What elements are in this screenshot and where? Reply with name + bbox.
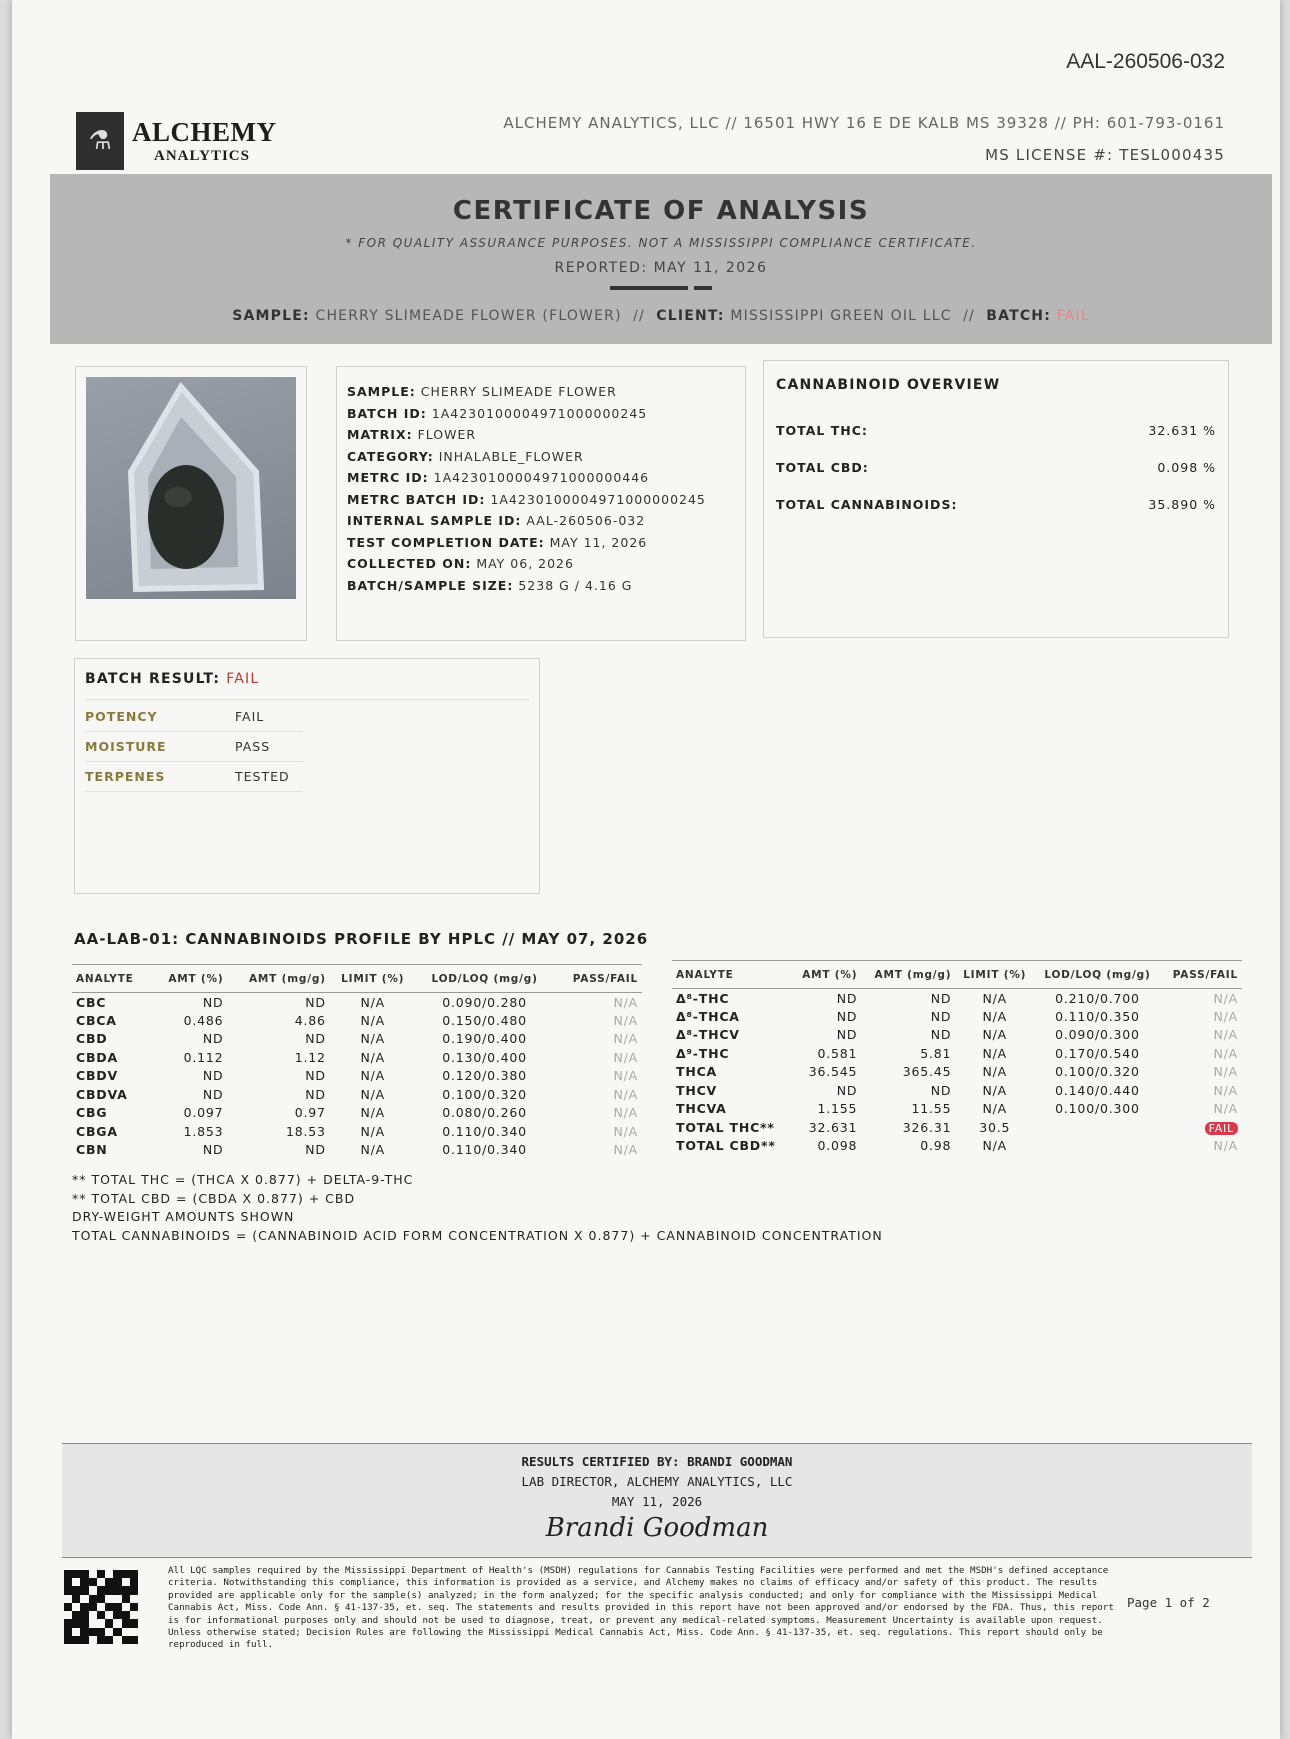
formula-note: ** TOTAL CBD = (CBDA X 0.877) + CBD [72,1190,356,1206]
pass-fail-value: N/A [1213,1064,1238,1080]
sample-info-label: METRC BATCH ID: [347,491,486,507]
sample-info-row [347,424,735,446]
sample-info-row [347,489,735,511]
sample-info-label: METRC ID: [347,470,429,485]
limit-percent: N/A [360,1049,385,1065]
pass-fail-value: N/A [1213,1082,1238,1098]
sample-info-value: 1A4230100004971000000245 [431,405,648,421]
column-header: PASS/FAIL [554,965,642,993]
analyte-name: TOTAL CBD** [676,1138,776,1154]
limit-percent: N/A [360,1105,385,1121]
sample-info-row [347,381,735,403]
logo-subname: ANALYTICS [154,148,250,164]
sample-info-label: CATEGORY: [347,448,434,464]
sample-info-value: INHALABLE_FLOWER [438,448,584,464]
certified-by: RESULTS CERTIFIED BY: BRANDI GOODMAN [521,1454,793,1469]
sample-info-row [347,532,735,554]
overview-title: CANNABINOID OVERVIEW [776,377,1001,393]
overview-value: 32.631 % [1148,423,1216,438]
amount-mg-g: ND [930,990,952,1006]
batch-result-value: FAIL [226,671,260,687]
lod-loq: 0.130/0.400 [442,1049,527,1065]
amount-mg-g: 326.31 [902,1119,952,1135]
sample-info-row [347,467,735,489]
sample-info-label: BATCH/SAMPLE SIZE: [347,577,514,593]
formula-note: TOTAL CANNABINOIDS = (CANNABINOID ACID FORM CONCENTRATION X 0.877) + CANNABINOID CONCENTRATION [72,1227,883,1243]
lod-loq: 0.090/0.300 [1055,1027,1140,1043]
certifier-title: LAB DIRECTOR, ALCHEMY ANALYTICS, LLC [521,1474,793,1489]
table-row [672,1100,1242,1119]
analyte-name: CBCA [76,1012,117,1028]
lod-loq: 0.080/0.260 [442,1105,527,1121]
overview-value: 35.890 % [1148,497,1216,512]
cannabinoid-table-left [72,964,642,1159]
analyte-name: CBDVA [76,1086,128,1102]
amount-mg-g: ND [930,1027,952,1043]
analyte-name: CBD [76,1031,108,1047]
overview-label: TOTAL THC: [776,423,868,438]
batch-result-row [85,732,303,762]
table-row [672,989,1242,1008]
table-row [72,1048,642,1067]
document-page [12,0,1280,1739]
page-title: CERTIFICATE OF ANALYSIS [452,196,870,226]
limit-percent: N/A [982,1101,1007,1117]
limit-percent: 30.5 [979,1119,1011,1135]
limit-percent: N/A [982,1082,1007,1098]
limit-percent: N/A [360,1012,385,1028]
column-header: AMT (%) [791,961,861,989]
sample-info-row [347,575,735,597]
table-row [72,1122,642,1141]
pass-fail [1161,1118,1242,1137]
pass-fail-value: N/A [1213,1045,1238,1061]
certification-block [62,1443,1252,1558]
amount-mg-g: 1.12 [294,1049,326,1065]
amount-mg-g: ND [305,994,326,1010]
pass-fail [554,1141,642,1160]
batch-test-status: TESTED [235,769,290,784]
sample-info-label: TEST COMPLETION DATE: [347,534,545,550]
batch-test-label: TERPENES [85,769,166,784]
amount-mg-g: 4.86 [294,1012,326,1028]
banner-client-value: MISSISSIPPI GREEN OIL LLC [730,308,952,324]
amount-mg-g: 5.81 [920,1045,952,1061]
lod-loq: 0.100/0.320 [1055,1064,1140,1080]
amount-mg-g: 11.55 [911,1101,952,1117]
table-row [72,1067,642,1086]
table-row [72,1104,642,1123]
amount-percent: ND [836,1008,858,1024]
analyte-name: Δ⁹-THC [676,1045,730,1061]
amount-percent: ND [836,1027,858,1043]
analyte-name: CBG [76,1105,108,1121]
document-sample-id: AAL-260506-032 [1066,50,1225,73]
sample-info-box [336,366,746,641]
banner-sample-label: SAMPLE: [232,308,310,324]
banner-batch-label: BATCH: [986,308,1052,324]
overview-row [776,460,1216,475]
table-row [672,1081,1242,1100]
pass-fail-value: N/A [1213,1027,1238,1043]
pass-fail [1161,1081,1242,1100]
pass-fail [554,1104,642,1123]
pass-fail-value: N/A [613,1142,638,1158]
pass-fail [554,993,642,1012]
sample-info-value: MAY 06, 2026 [476,556,574,571]
overview-label: TOTAL CANNABINOIDS: [776,497,958,512]
table-row [672,1137,1242,1156]
sample-info-row [347,403,735,425]
table-row [72,1085,642,1104]
table-row [672,1063,1242,1082]
column-header: AMT (mg/g) [227,965,329,993]
amount-mg-g: 365.45 [902,1064,952,1080]
limit-percent: N/A [982,1008,1007,1024]
pass-fail [1161,1007,1242,1026]
table-row [672,1007,1242,1026]
pass-fail-value: N/A [1213,1008,1238,1024]
pass-fail-value: N/A [1213,1101,1238,1117]
amount-mg-g: 0.98 [920,1138,952,1154]
amount-mg-g: ND [930,1008,952,1024]
lab-address: ALCHEMY ANALYTICS, LLC // 16501 HWY 16 E DE KALB MS 39328 // PH: 601-793-0161 [503,114,1225,132]
pass-fail-value: N/A [613,1123,638,1139]
pass-fail [1161,1026,1242,1045]
sample-info-label: INTERNAL SAMPLE ID: [347,513,522,528]
limit-percent: N/A [982,1064,1007,1080]
table-row [672,1044,1242,1063]
limit-percent: N/A [982,1045,1007,1061]
sample-info-label: BATCH ID: [347,405,427,421]
lod-loq [1034,1137,1161,1156]
table-row [672,1026,1242,1045]
sample-info-value: CHERRY SLIMEADE FLOWER [420,384,617,399]
table-header-row [672,961,1242,989]
batch-result-row [85,762,303,792]
limit-percent: N/A [982,1027,1007,1043]
analyte-name: CBDA [76,1049,118,1065]
lod-loq: 0.100/0.320 [442,1086,527,1102]
amount-percent: ND [836,1082,858,1098]
analyte-name: CBGA [76,1123,118,1139]
lod-loq: 0.170/0.540 [1055,1045,1140,1061]
analyte-name: CBN [76,1142,108,1158]
banner-separator: // [633,308,645,324]
cannabinoid-table-right [672,960,1242,1155]
batch-test-label: POTENCY [85,709,158,724]
pass-fail-value: N/A [1213,1138,1238,1154]
formula-notes [72,1171,883,1245]
banner-summary [50,308,1272,324]
logo-name: ALCHEMY [132,117,277,147]
table-row [72,993,642,1012]
batch-result-row [85,702,303,732]
column-header: LOD/LOQ (mg/g) [416,965,554,993]
table-row [72,1011,642,1030]
batch-result-label: BATCH RESULT: [85,671,221,687]
amount-percent: 0.097 [183,1105,224,1121]
lod-loq: 0.210/0.700 [1055,990,1140,1006]
cannabinoid-overview [763,360,1229,638]
overview-row [776,423,1216,438]
alchemy-flask-icon: ⚗ [76,112,124,170]
batch-test-status: PASS [235,739,271,754]
amount-percent: 0.112 [183,1049,224,1065]
amount-mg-g: ND [305,1142,326,1158]
banner-separator: // [963,308,975,324]
limit-percent: N/A [982,1138,1007,1154]
lod-loq: 0.110/0.340 [442,1123,527,1139]
amount-percent: 0.581 [817,1045,858,1061]
pass-fail [1161,1044,1242,1063]
pass-fail-value: N/A [613,1012,638,1028]
limit-percent: N/A [360,1123,385,1139]
pass-fail-value: N/A [613,1049,638,1065]
formula-note: DRY-WEIGHT AMOUNTS SHOWN [72,1209,295,1224]
lod-loq: 0.190/0.400 [442,1031,527,1047]
sample-info-row [347,510,735,532]
pass-fail-value: N/A [613,1086,638,1102]
column-header: AMT (mg/g) [861,961,955,989]
analyte-name: THCV [676,1082,718,1098]
pass-fail [1161,1100,1242,1119]
lod-loq [1034,1118,1161,1137]
amount-percent: 0.486 [183,1012,224,1028]
batch-result-box [74,658,540,894]
sample-info-value: 5238 G / 4.16 G [518,577,633,593]
analyte-name: TOTAL THC** [676,1119,775,1135]
analyte-name: THCA [676,1064,718,1080]
title-banner [50,174,1272,344]
amount-percent: ND [836,990,858,1006]
banner-disclaimer: * FOR QUALITY ASSURANCE PURPOSES. NOT A MISSISSIPPI COMPLIANCE CERTIFICATE. [345,236,977,250]
sample-info-label: SAMPLE: [347,384,416,399]
lod-loq: 0.150/0.480 [442,1012,527,1028]
banner-batch-value: FAIL [1056,308,1090,324]
sample-photo [86,377,296,599]
pass-fail-value: N/A [1213,990,1238,1006]
lod-loq: 0.110/0.350 [1055,1008,1140,1024]
column-header: LIMIT (%) [330,965,416,993]
lod-loq: 0.100/0.300 [1055,1101,1140,1117]
table-header-row [72,965,642,993]
signature: Brandi Goodman [545,1513,769,1543]
lod-loq: 0.120/0.380 [442,1068,527,1084]
pass-fail [1161,1063,1242,1082]
limit-percent: N/A [360,1031,385,1047]
pass-fail [554,1122,642,1141]
analyte-name: Δ⁸-THCA [676,1008,740,1024]
pass-fail [1161,1137,1242,1156]
analyte-name: CBDV [76,1068,118,1084]
table-row [72,1141,642,1160]
lod-loq: 0.110/0.340 [442,1142,527,1158]
sample-info-label: MATRIX: [347,427,413,442]
pass-fail [554,1048,642,1067]
column-header: LOD/LOQ (mg/g) [1034,961,1161,989]
pass-fail [554,1067,642,1086]
banner-client-label: CLIENT: [656,308,725,324]
pass-fail-value: N/A [613,1105,638,1121]
analyte-name: CBC [76,994,107,1010]
legal-disclaimer: All LQC samples required by the Mississippi Department of Health's (MSDH) regulations for Cannabis Testing Facilities were performed and met the MSDH's defined acceptance criteria. Notwithstanding this compliance, this information is provided as a service, and Alchemy makes no claims of efficacy and/or safety of this product. The results provided are applicable only for the sample(s) analyzed; in the form analyzed; for the specific analysis conducted; and only for compliance with the Mississippi Medical Cannabis Act, Miss. Code Ann. § 41-137-35, et. seq. The statements and results provided in this report have not been approved and/or endorsed by the FDA. Thus, this report is for informational purposes only and should not be used to diagnose, treat, or prevent any medical-related symptoms. Measurement Uncertainty is available upon request. Unless otherwise stated; Decision Rules are following the Mississippi Medical Cannabis Act, Miss. Code Ann. § 41-137-35, et. seq. regulations. This report should only be reproduced in full. [168,1565,1114,1651]
sample-info-row [347,446,735,468]
sample-photo-box [75,366,307,641]
amount-percent: 36.545 [808,1064,858,1080]
amount-mg-g: 0.97 [294,1105,326,1121]
pass-fail [1161,989,1242,1008]
column-header: ANALYTE [72,965,151,993]
amount-percent: ND [202,1031,224,1047]
amount-mg-g: ND [930,1082,952,1098]
amount-percent: 1.155 [817,1101,858,1117]
sample-info-value: 1A4230100004971000000245 [490,491,706,507]
amount-percent: 1.853 [183,1123,224,1139]
column-header: LIMIT (%) [955,961,1034,989]
batch-test-label: MOISTURE [85,739,167,754]
overview-value: 0.098 % [1157,460,1216,475]
amount-percent: ND [202,1068,224,1084]
column-header: ANALYTE [672,961,791,989]
amount-percent: 32.631 [808,1119,858,1135]
limit-percent: N/A [982,990,1007,1006]
qr-code-icon [64,1570,138,1644]
table-row [672,1118,1242,1137]
table-row [72,1030,642,1049]
banner-divider [50,286,1272,290]
amount-percent: ND [202,1142,224,1158]
profile-title: AA-LAB-01: CANNABINOIDS PROFILE BY HPLC // MAY 07, 2026 [74,930,649,948]
amount-percent: 0.098 [817,1138,858,1154]
pass-fail [554,1030,642,1049]
sample-info-value: AAL-260506-032 [526,513,646,528]
fail-badge: FAIL [1205,1122,1238,1135]
overview-label: TOTAL CBD: [776,460,869,475]
pass-fail [554,1085,642,1104]
pass-fail-value: N/A [613,994,638,1010]
page-number: Page 1 of 2 [1127,1595,1210,1610]
limit-percent: N/A [360,1086,385,1102]
analyte-name: Δ⁸-THCV [676,1027,740,1043]
column-header: PASS/FAIL [1161,961,1242,989]
overview-row [776,497,1216,512]
lod-loq: 0.090/0.280 [442,994,527,1010]
company-logo [76,112,277,170]
pass-fail [554,1011,642,1030]
amount-percent: ND [202,994,224,1010]
lab-license: MS LICENSE #: TESL000435 [985,146,1225,164]
limit-percent: N/A [360,1142,385,1158]
amount-mg-g: ND [305,1031,326,1047]
banner-sample-value: CHERRY SLIMEADE FLOWER (FLOWER) [315,308,622,324]
batch-result-heading [85,671,529,700]
pass-fail-value: N/A [613,1068,638,1084]
amount-percent: ND [202,1086,224,1102]
analyte-name: THCVA [676,1101,727,1117]
pass-fail-value: N/A [613,1031,638,1047]
analyte-name: Δ⁸-THC [676,990,730,1006]
batch-test-status: FAIL [235,709,265,724]
limit-percent: N/A [360,994,385,1010]
column-header: AMT (%) [151,965,227,993]
sample-info-row [347,553,735,575]
amount-mg-g: 18.53 [286,1123,326,1139]
sample-info-value: FLOWER [417,427,477,442]
amount-mg-g: ND [305,1086,326,1102]
sample-info-value: 1A4230100004971000000446 [433,470,650,485]
formula-note: ** TOTAL THC = (THCA X 0.877) + DELTA-9-THC [72,1172,414,1187]
sample-info-value: MAY 11, 2026 [549,534,648,550]
lod-loq: 0.140/0.440 [1055,1082,1140,1098]
limit-percent: N/A [360,1068,385,1084]
reported-date: REPORTED: MAY 11, 2026 [554,260,768,276]
amount-mg-g: ND [305,1068,326,1084]
certification-date: MAY 11, 2026 [611,1494,703,1509]
sample-info-label: COLLECTED ON: [347,556,472,571]
